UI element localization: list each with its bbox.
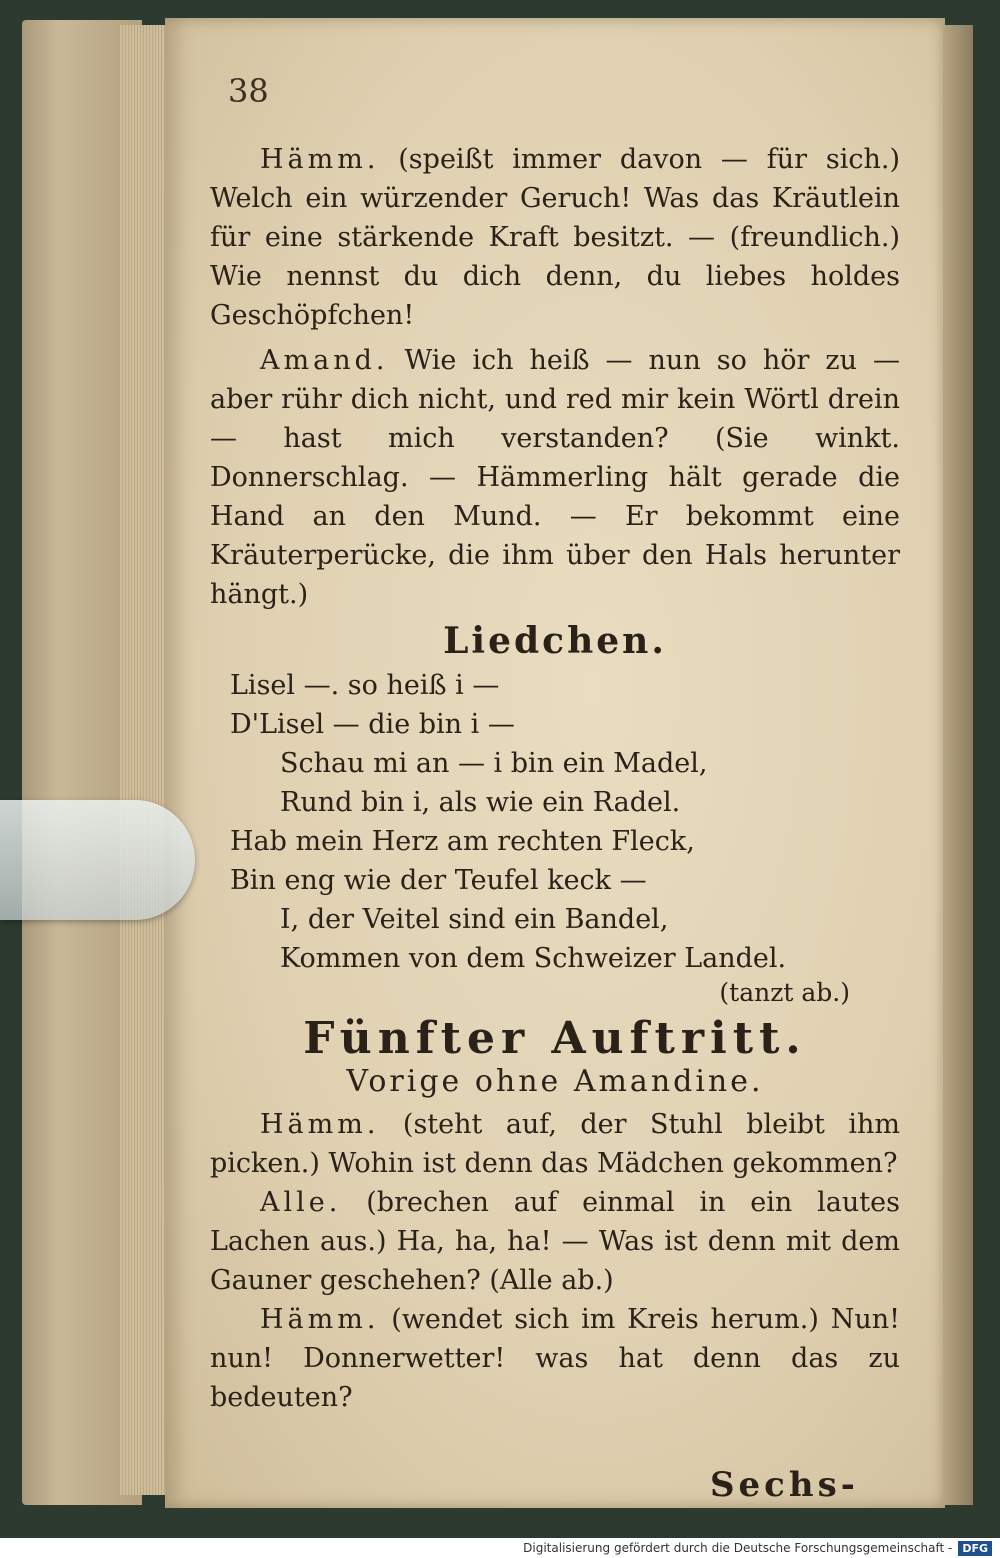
verse-line: D'Lisel — die bin i — xyxy=(230,709,515,740)
footer-bar xyxy=(0,1538,1000,1558)
page-clip xyxy=(0,800,195,920)
paragraph xyxy=(210,140,900,335)
stage-direction: (tanzt ab.) xyxy=(719,978,850,1007)
speaker-name: Hämm. xyxy=(260,1109,380,1140)
verse-line: I, der Veitel sind ein Bandel, xyxy=(280,904,669,935)
verse-line: Schau mi an — i bin ein Madel, xyxy=(280,748,708,779)
footer-text: Digitalisierung gefördert durch die Deutsche Forschungsgemeinschaft - xyxy=(523,1541,953,1555)
speaker-name: Hämm. xyxy=(260,1304,380,1335)
speaker-name: Alle. xyxy=(260,1187,342,1218)
paragraph xyxy=(210,1183,900,1300)
verse-line: Hab mein Herz am rechten Fleck, xyxy=(230,826,695,857)
song-title: Liedchen. xyxy=(443,620,667,662)
paragraph xyxy=(210,1105,900,1183)
page-content xyxy=(210,140,900,1417)
verse-line: Lisel —. so heiß i — xyxy=(230,670,500,701)
paragraph xyxy=(210,341,900,614)
paragraph xyxy=(210,1300,900,1417)
paragraph-text: (speißt immer davon — für sich.) Welch ein würzender Geruch! Was das Kräutlein für eine stärkende Kraft besitzt. — (freundlich.) Wie nennst du dich denn, du liebes holdes Geschöpfchen! xyxy=(210,144,900,331)
page-number: 38 xyxy=(228,72,269,110)
scene-title: Fünfter Auftritt. xyxy=(303,1013,807,1064)
page-right-edge xyxy=(943,25,973,1505)
paragraph-text: (wendet sich im Kreis herum.) Nun! nun! Donnerwetter! was hat denn das zu bedeuten? xyxy=(210,1304,900,1413)
catchword: Sechs- xyxy=(710,1465,859,1505)
speaker-name: Hämm. xyxy=(260,144,380,175)
verse-line: Rund bin i, als wie ein Radel. xyxy=(280,787,681,818)
paragraph-text: Wie ich heiß — nun so hör zu — aber rühr dich nicht, und red mir kein Wörtl drein — hast mich verstanden? (Sie winkt. Donnerschlag. — Hämmerling hält gerade die Hand an den Mund. — Er bekommt eine Kräuterperücke, die ihm über den Hals herunter hängt.) xyxy=(210,345,900,610)
verse-line: Kommen von dem Schweizer Landel. xyxy=(280,943,787,974)
paragraph-text: (brechen auf einmal in ein lautes Lachen aus.) Ha, ha, ha! — Was ist denn mit dem Gauner geschehen? (Alle ab.) xyxy=(210,1187,900,1296)
scene-subtitle: Vorige ohne Amandine. xyxy=(346,1064,764,1099)
paragraph-text: (steht auf, der Stuhl bleibt ihm picken.) Wohin ist denn das Mädchen gekommen? xyxy=(210,1109,900,1179)
verse-line: Bin eng wie der Teufel keck — xyxy=(230,865,647,896)
dfg-logo: DFG xyxy=(958,1541,992,1556)
speaker-name: Amand. xyxy=(260,345,389,376)
